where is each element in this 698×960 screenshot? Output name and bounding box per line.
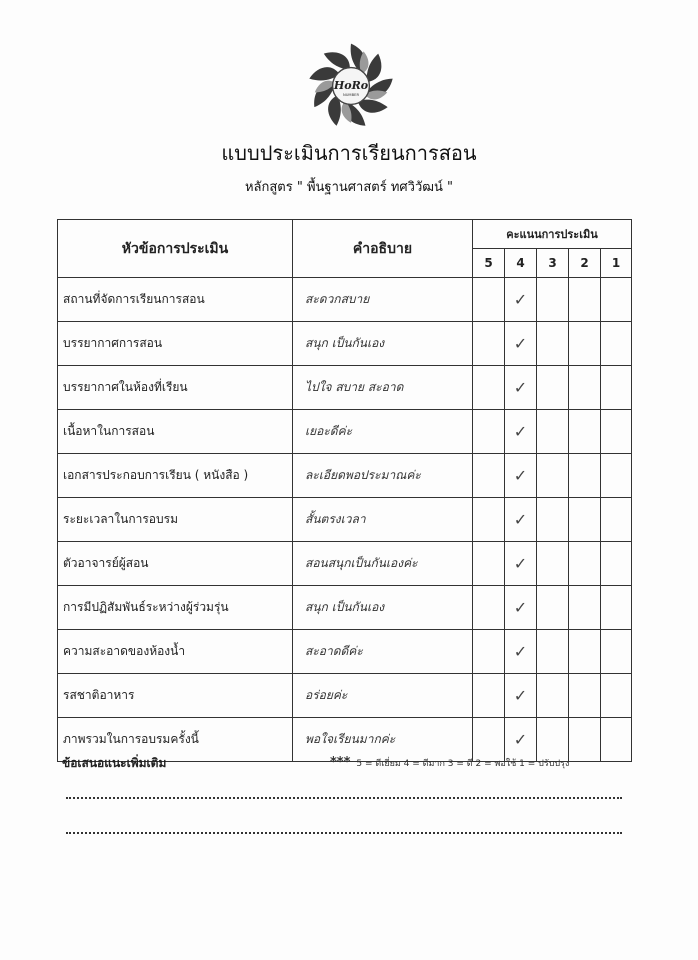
table-row	[58, 454, 632, 498]
score-cell-2	[569, 630, 601, 674]
score-cell-3	[537, 278, 569, 322]
score-header-2: 2	[569, 249, 601, 278]
score-cell-3	[537, 630, 569, 674]
score-cell-5	[473, 498, 505, 542]
row-topic: บรรยากาศในห้องที่เรียน	[58, 366, 293, 410]
score-cell-2	[569, 322, 601, 366]
check-mark-icon: ✓	[513, 642, 528, 661]
table-row	[58, 630, 632, 674]
suggestions-label: ข้อเสนอแนะเพิ่มเติม	[62, 756, 167, 770]
check-mark-icon: ✓	[513, 686, 528, 705]
score-cell-1	[601, 542, 632, 586]
score-cell-3	[537, 674, 569, 718]
score-cell-3	[537, 322, 569, 366]
check-mark-icon: ✓	[513, 378, 528, 397]
row-topic: การมีปฏิสัมพันธ์ระหว่างผู้ร่วมรุ่น	[58, 586, 293, 630]
horo-number-logo	[305, 40, 397, 132]
table-row	[58, 542, 632, 586]
score-cell-3	[537, 454, 569, 498]
score-cell-4	[505, 498, 537, 542]
score-cell-1	[601, 454, 632, 498]
check-mark-icon: ✓	[513, 730, 528, 749]
score-header-3: 3	[537, 249, 569, 278]
score-cell-1	[601, 498, 632, 542]
score-cell-4	[505, 278, 537, 322]
score-cell-1	[601, 410, 632, 454]
score-cell-5	[473, 366, 505, 410]
row-topic: ความสะอาดของห้องน้ำ	[58, 630, 293, 674]
score-cell-2	[569, 718, 601, 762]
header-score: คะแนนการประเมิน	[473, 220, 632, 249]
score-cell-4	[505, 366, 537, 410]
score-cell-2	[569, 366, 601, 410]
score-cell-3	[537, 366, 569, 410]
score-cell-4	[505, 674, 537, 718]
score-cell-1	[601, 278, 632, 322]
score-cell-4	[505, 454, 537, 498]
score-cell-2	[569, 674, 601, 718]
score-legend	[330, 755, 569, 770]
row-description: อร่อยค่ะ	[293, 674, 473, 718]
logo-brand: HoRo	[333, 78, 369, 92]
check-mark-icon: ✓	[513, 554, 528, 573]
score-cell-1	[601, 586, 632, 630]
row-topic: ภาพรวมในการอบรมครั้งนี้	[58, 718, 293, 762]
check-mark-icon: ✓	[513, 510, 528, 529]
score-cell-5	[473, 454, 505, 498]
row-description: สั้นตรงเวลา	[293, 498, 473, 542]
score-cell-3	[537, 410, 569, 454]
check-mark-icon: ✓	[513, 598, 528, 617]
score-cell-1	[601, 322, 632, 366]
score-cell-5	[473, 630, 505, 674]
score-cell-2	[569, 586, 601, 630]
course-name: หลักสูตร " พื้นฐานศาสตร์ ทศวิวัฒน์ "	[244, 180, 454, 195]
score-cell-1	[601, 630, 632, 674]
score-cell-3	[537, 586, 569, 630]
score-cell-5	[473, 278, 505, 322]
form-title: แบบประเมินการเรียนการสอน	[221, 141, 477, 165]
score-cell-4	[505, 542, 537, 586]
score-cell-5	[473, 410, 505, 454]
row-description: สอนสนุกเป็นกันเองค่ะ	[293, 542, 473, 586]
row-topic: สถานที่จัดการเรียนการสอน	[58, 278, 293, 322]
legend-text: 5 = ดีเยี่ยม 4 = ดีมาก 3 = ดี 2 = พอใช้ 1 = ปรับปรุง	[356, 759, 570, 769]
header-topic: หัวข้อการประเมิน	[58, 220, 293, 278]
row-description: สะอาดดีค่ะ	[293, 630, 473, 674]
score-cell-1	[601, 366, 632, 410]
table-row	[58, 410, 632, 454]
row-description: สะดวกสบาย	[293, 278, 473, 322]
score-cell-2	[569, 454, 601, 498]
table-row	[58, 498, 632, 542]
header-description: คำอธิบาย	[293, 220, 473, 278]
score-header-1: 1	[601, 249, 632, 278]
table-row	[58, 278, 632, 322]
score-header-5: 5	[473, 249, 505, 278]
row-topic: รสชาติอาหาร	[58, 674, 293, 718]
score-cell-4	[505, 586, 537, 630]
score-cell-1	[601, 718, 632, 762]
score-cell-5	[473, 322, 505, 366]
score-cell-1	[601, 674, 632, 718]
score-cell-5	[473, 542, 505, 586]
score-cell-4	[505, 322, 537, 366]
row-description: ไปใจ สบาย สะอาด	[293, 366, 473, 410]
evaluation-table	[57, 219, 632, 762]
row-topic: ตัวอาจารย์ผู้สอน	[58, 542, 293, 586]
score-cell-4	[505, 410, 537, 454]
score-cell-4	[505, 630, 537, 674]
score-cell-2	[569, 498, 601, 542]
score-cell-3	[537, 542, 569, 586]
score-cell-3	[537, 498, 569, 542]
table-row	[58, 674, 632, 718]
check-mark-icon: ✓	[513, 422, 528, 441]
row-topic: บรรยากาศการสอน	[58, 322, 293, 366]
row-topic: ระยะเวลาในการอบรม	[58, 498, 293, 542]
table-row	[58, 586, 632, 630]
score-cell-5	[473, 674, 505, 718]
row-topic: เนื้อหาในการสอน	[58, 410, 293, 454]
score-cell-2	[569, 278, 601, 322]
suggestion-line	[66, 797, 622, 799]
score-header-4: 4	[505, 249, 537, 278]
legend-stars: ***	[330, 755, 351, 770]
table-row	[58, 366, 632, 410]
row-topic: เอกสารประกอบการเรียน ( หนังสือ )	[58, 454, 293, 498]
suggestion-line	[66, 832, 622, 834]
row-description: เยอะดีค่ะ	[293, 410, 473, 454]
score-cell-2	[569, 542, 601, 586]
table-row	[58, 322, 632, 366]
check-mark-icon: ✓	[513, 466, 528, 485]
score-cell-5	[473, 586, 505, 630]
check-mark-icon: ✓	[513, 290, 528, 309]
row-description: พอใจเรียนมากค่ะ	[293, 718, 473, 762]
row-description: สนุก เป็นกันเอง	[293, 322, 473, 366]
row-description: ละเอียดพอประมาณค่ะ	[293, 454, 473, 498]
score-cell-2	[569, 410, 601, 454]
logo-tagline: NUMBER	[343, 93, 359, 98]
check-mark-icon: ✓	[513, 334, 528, 353]
row-description: สนุก เป็นกันเอง	[293, 586, 473, 630]
